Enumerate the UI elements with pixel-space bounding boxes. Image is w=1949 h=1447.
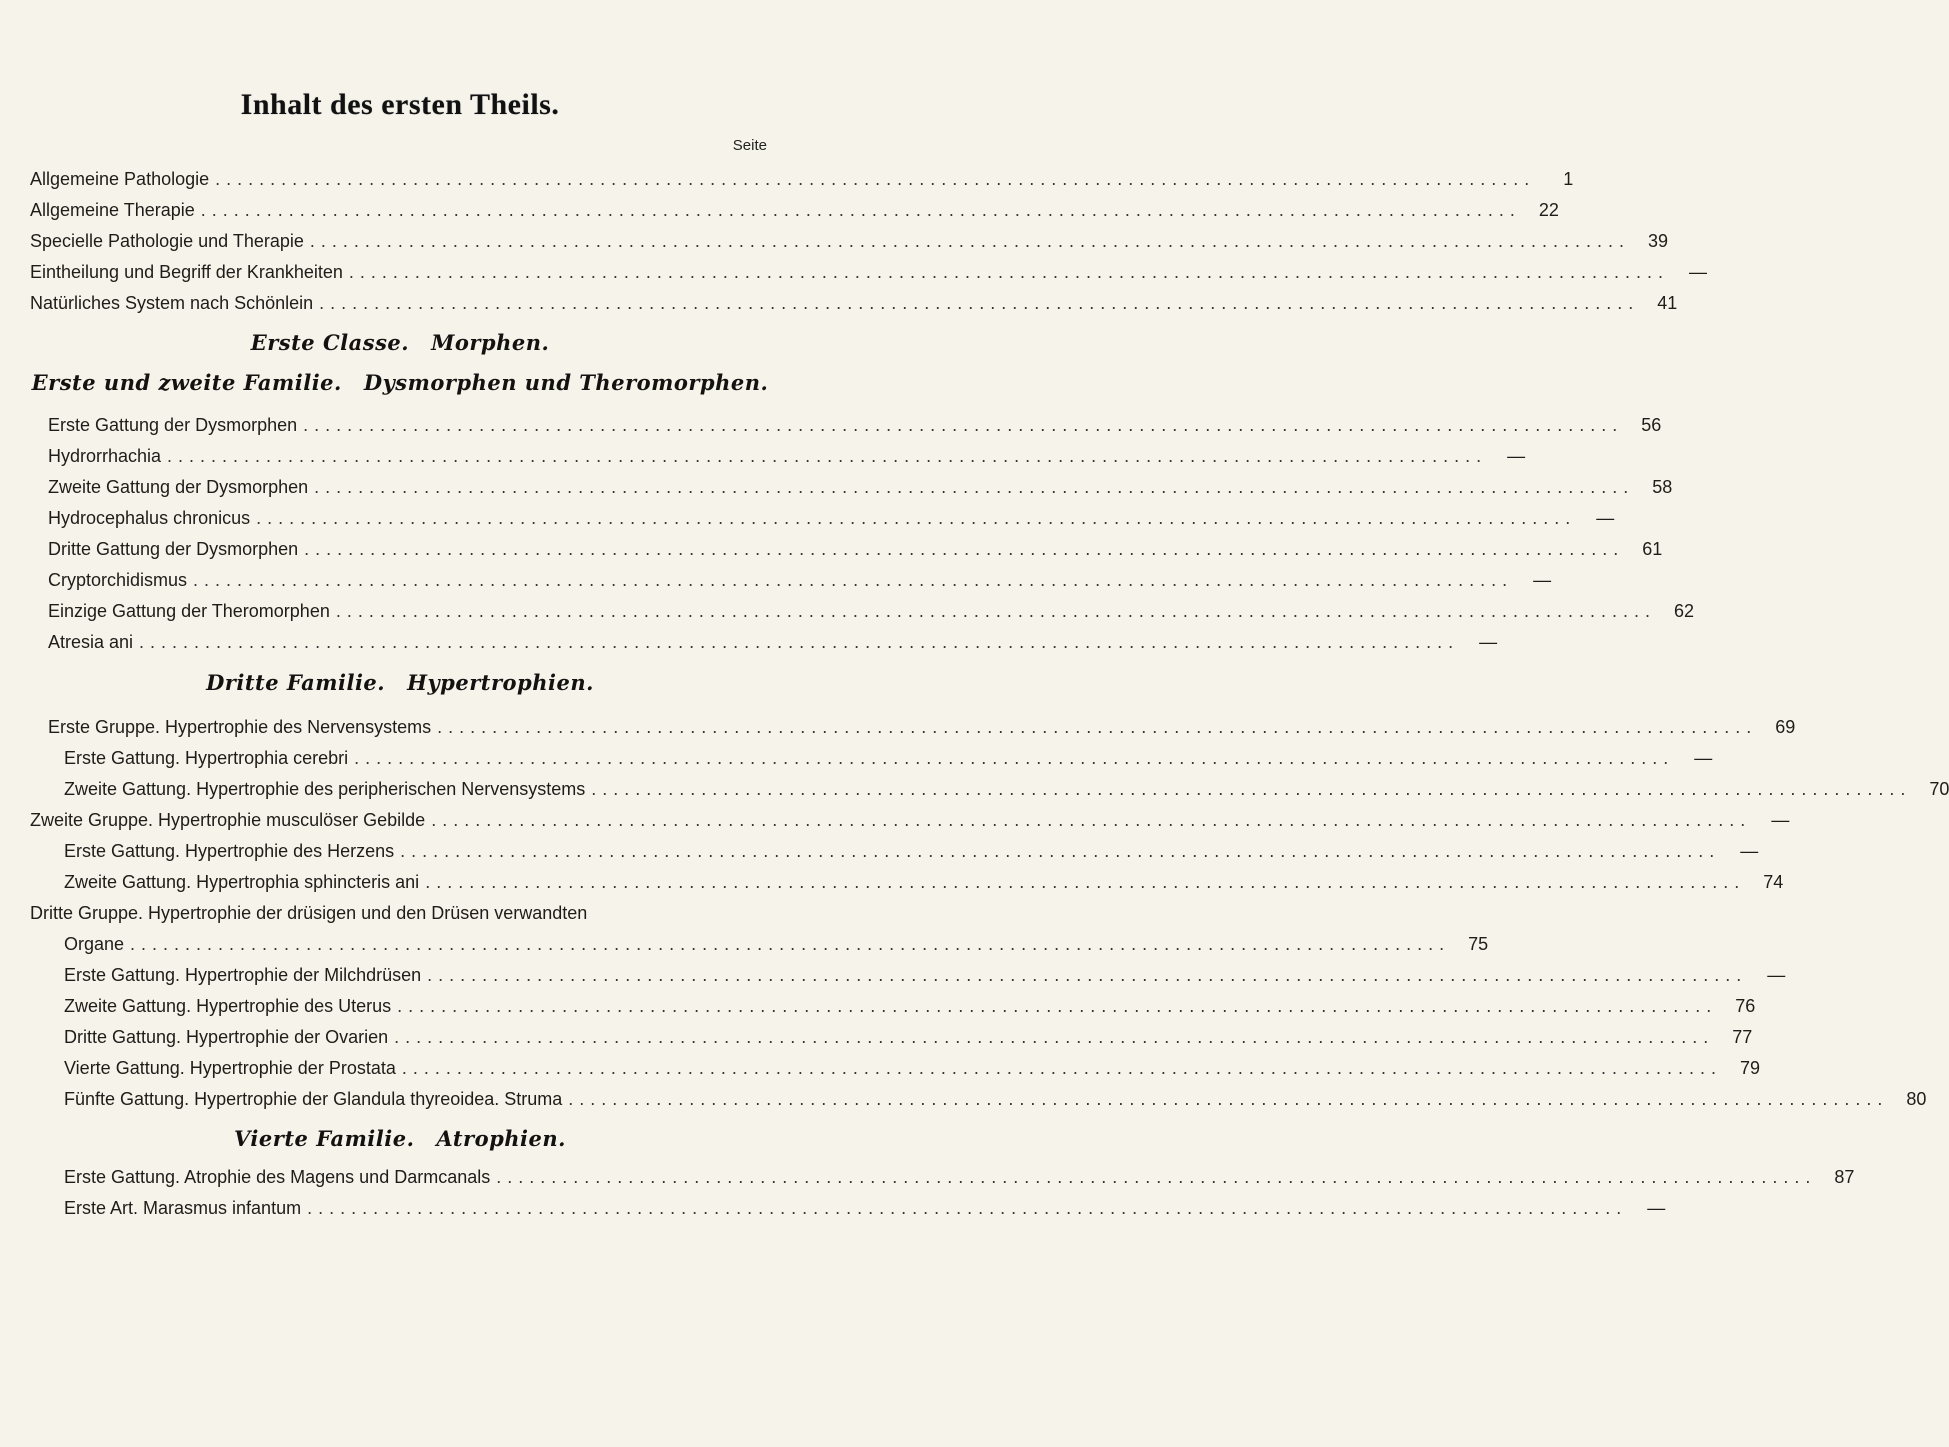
toc-entry [30, 164, 1574, 194]
leader-dots: ........................................................................................................................ [354, 748, 1675, 768]
leader-dots: ........................................................................................................................ [335, 601, 1656, 621]
leader-dots: ........................................................................................................................ [307, 1198, 1628, 1218]
toc-entry [30, 226, 1668, 256]
toc-entry-page: 1 [1563, 169, 1574, 189]
toc-entry-label: Dritte Gattung. Hypertrophie der Ovarien [64, 1027, 389, 1047]
toc-entry [48, 627, 1498, 657]
toc-entry-page: — [1767, 965, 1786, 985]
toc-entry-label: Cryptorchidismus [48, 570, 188, 590]
toc-entry-page: — [1596, 508, 1615, 528]
toc-entry-page: 39 [1647, 231, 1668, 251]
toc-entry-label: Erste Gattung. Hypertrophia cerebri [64, 748, 349, 768]
toc-entry [64, 1193, 1666, 1223]
toc-entry-label: Eintheilung und Begriff der Krankheiten [30, 262, 343, 282]
toc-entry-label: Dritte Gruppe. Hypertrophie der drüsigen und den Drüsen verwandten [30, 903, 588, 923]
leader-dots: ........................................................................................................................ [130, 934, 1451, 954]
heading-left: Vierte Familie. [234, 1126, 415, 1151]
toc-entry-page: 74 [1763, 872, 1784, 892]
section-heading-class [0, 330, 800, 355]
toc-entry-label: Einzige Gattung der Theromorphen [48, 601, 330, 621]
toc-entry-label: Zweite Gruppe. Hypertrophie musculöser Gebilde [30, 810, 426, 830]
leader-dots: ........................................................................................................................ [397, 996, 1718, 1016]
leader-dots: ........................................................................................................................ [256, 508, 1577, 528]
toc-entry-page: — [1740, 841, 1759, 861]
toc-entry-label: Atresia ani [48, 632, 134, 652]
toc-entry [64, 774, 1949, 804]
toc-entry-label: Specielle Pathologie und Therapie [30, 231, 304, 251]
toc-entry-page: — [1479, 632, 1498, 652]
leader-dots: ........................................................................................................................ [215, 169, 1536, 189]
page-column-label: Seite [732, 137, 767, 154]
toc-entry [64, 867, 1784, 897]
heading-right: Morphen. [431, 330, 550, 355]
toc-entry-page: 79 [1739, 1058, 1760, 1078]
toc-entry-page: 80 [1906, 1089, 1927, 1109]
toc-entry-label: Erste Art. Marasmus infantum [64, 1198, 302, 1218]
toc-entry [48, 441, 1526, 471]
toc-entry-page: 75 [1468, 934, 1489, 954]
toc-entry [64, 1022, 1753, 1052]
toc-entry-label: Hydrocephalus chronicus [48, 508, 251, 528]
toc-entry-label: Hydrorrhachia [48, 446, 162, 466]
leader-dots: ........................................................................................................................ [401, 1058, 1722, 1078]
toc-entry-label: Zweite Gattung. Hypertrophie des peripherischen Nervensystems [64, 779, 586, 799]
toc-entry [30, 257, 1708, 287]
toc-entry [64, 929, 1489, 959]
leader-dots: ........................................................................................................................ [394, 1027, 1715, 1047]
toc-entry-page: — [1507, 446, 1526, 466]
toc-entry [48, 534, 1663, 564]
section-heading-family-1-2 [0, 370, 800, 395]
leader-dots: ........................................................................................................................ [309, 231, 1630, 251]
leader-dots: ........................................................................................................................ [425, 872, 1746, 892]
toc-entry [64, 960, 1786, 990]
toc-entry-label: Zweite Gattung der Dysmorphen [48, 477, 309, 497]
leader-dots: ........................................................................................................................ [304, 539, 1625, 559]
toc-entry [64, 743, 1713, 773]
toc-entry-page: 41 [1657, 293, 1678, 313]
toc-entry-page: 62 [1673, 601, 1694, 621]
toc-entry-label: Erste Gruppe. Hypertrophie des Nervensystems [48, 717, 432, 737]
toc-entry-label: Dritte Gattung der Dysmorphen [48, 539, 299, 559]
toc-entry-label: Erste Gattung. Hypertrophie der Milchdrüsen [64, 965, 422, 985]
leader-dots: ........................................................................................................................ [568, 1089, 1889, 1109]
toc-entry [64, 1084, 1927, 1114]
leader-dots: ........................................................................................................................ [303, 415, 1624, 435]
toc-entry-page: — [1771, 810, 1790, 830]
leader-dots: ........................................................................................................................ [348, 262, 1670, 282]
toc-entry-label: Erste Gattung. Hypertrophie des Herzens [64, 841, 395, 861]
toc-entry [48, 712, 1796, 742]
toc-entry [48, 503, 1615, 533]
heading-left: Erste und zweite Familie. [31, 370, 342, 395]
section-heading-family-4 [0, 1126, 800, 1151]
toc-entry [64, 991, 1756, 1021]
toc-entry-label: Erste Gattung der Dysmorphen [48, 415, 298, 435]
toc-entry-page: 61 [1642, 539, 1663, 559]
toc-entry-page: — [1533, 570, 1552, 590]
leader-dots: ........................................................................................................................ [167, 446, 1488, 466]
toc-entry-page: — [1647, 1198, 1666, 1218]
heading-right: Atrophien. [436, 1126, 566, 1151]
leader-dots: ........................................................................................................................ [431, 810, 1752, 830]
toc-entry [30, 898, 762, 928]
toc-entry-label: Organe [64, 934, 125, 954]
toc-entry-label: Zweite Gattung. Hypertrophie des Uterus [64, 996, 392, 1016]
leader-dots: ........................................................................................................................ [496, 1167, 1817, 1187]
toc-entry-page: — [1694, 748, 1713, 768]
toc-entry-label: Allgemeine Therapie [30, 200, 195, 220]
toc-entry-page: 69 [1775, 717, 1796, 737]
toc-entry-page: 87 [1834, 1167, 1855, 1187]
toc-entry [48, 596, 1694, 626]
toc-entry [30, 195, 1559, 225]
toc-entry [64, 836, 1759, 866]
leader-dots: ........................................................................................................................ [200, 200, 1521, 220]
toc-entry-label: Zweite Gattung. Hypertrophia sphincteris ani [64, 872, 420, 892]
toc-entry-page: — [1689, 262, 1708, 282]
leader-dots: ........................................................................................................................ [314, 477, 1635, 497]
toc-entry-page: 76 [1735, 996, 1756, 1016]
heading-right: Hypertrophien. [407, 670, 594, 695]
toc-entry [64, 1053, 1760, 1083]
toc-entry [30, 288, 1678, 318]
toc-entry-label: Fünfte Gattung. Hypertrophie der Glandula thyreoidea. Struma [64, 1089, 563, 1109]
toc-entry [64, 1162, 1855, 1192]
toc-entry [48, 410, 1662, 440]
toc-entry [48, 472, 1673, 502]
toc-entry-label: Erste Gattung. Atrophie des Magens und Darmcanals [64, 1167, 491, 1187]
toc-entry-page: 22 [1538, 200, 1559, 220]
page-title: Inhalt des ersten Theils. [240, 88, 560, 121]
section-heading-family-3 [0, 670, 800, 695]
toc-entry-page: 77 [1732, 1027, 1753, 1047]
toc-entry-label: Natürliches System nach Schönlein [30, 293, 314, 313]
toc-entry-page: 70 [1929, 779, 1949, 799]
toc-entry-label: Allgemeine Pathologie [30, 169, 210, 189]
toc-entry-page: 58 [1652, 477, 1673, 497]
heading-left: Dritte Familie. [206, 670, 386, 695]
toc-entry [48, 565, 1552, 595]
leader-dots: ........................................................................................................................ [437, 717, 1758, 737]
heading-left: Erste Classe. [250, 330, 410, 355]
toc-entry-label: Vierte Gattung. Hypertrophie der Prostata [64, 1058, 396, 1078]
toc-entry [30, 805, 1790, 835]
heading-right: Dysmorphen und Theromorphen. [363, 370, 769, 395]
toc-entry-page: 56 [1641, 415, 1662, 435]
leader-dots: ........................................................................................................................ [193, 570, 1514, 590]
leader-dots: ........................................................................................................................ [591, 779, 1912, 799]
leader-dots: ........................................................................................................................ [400, 841, 1721, 861]
leader-dots: ........................................................................................................................ [139, 632, 1460, 652]
leader-dots: ........................................................................................................................ [319, 293, 1640, 313]
leader-dots: ........................................................................................................................ [427, 965, 1748, 985]
